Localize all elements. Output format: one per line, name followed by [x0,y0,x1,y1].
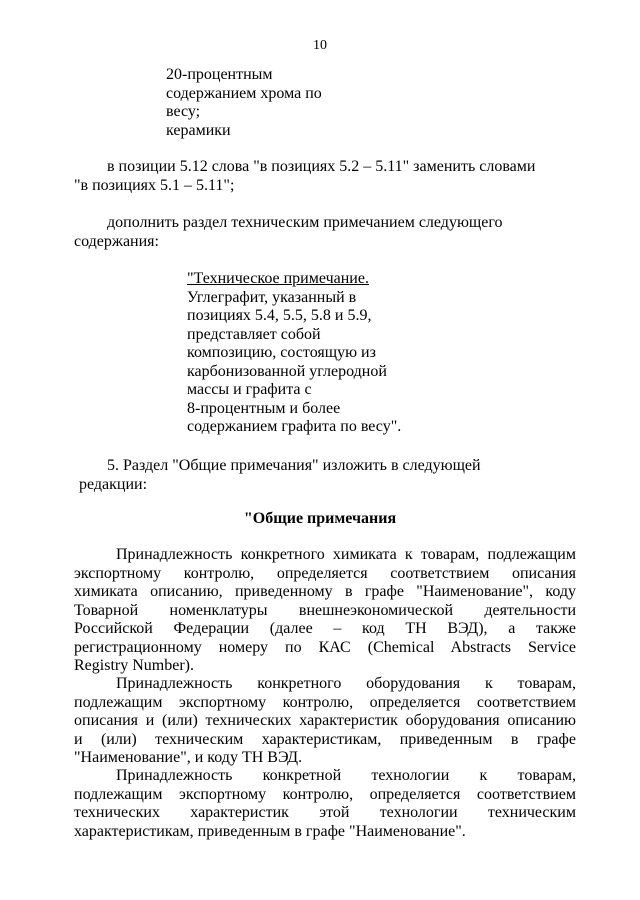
paragraph-chemicals [74,546,576,676]
section-5-paragraph [79,457,579,494]
text-line: Углеграфит, указанный в [187,288,357,306]
text-line: содержания: [74,232,159,250]
paragraph-equipment [74,675,576,768]
text-line: Принадлежность конкретной технологии к товарам, [116,767,576,784]
text-line: "Наименование", и коду ТН ВЭД. [74,749,303,766]
text-line: Принадлежность конкретного оборудования к товарам, [116,675,576,692]
text-line: Registry Number). [74,657,194,674]
text-line: подлежащим экспортному контролю, определяется соответствием [74,693,576,711]
text-line: 5. Раздел "Общие примечания" изложить в следующей [107,457,481,474]
item-5-12 [74,158,579,195]
text-line: Товарной номенклатуры внешнеэкономической деятельности [74,601,576,619]
supplement-paragraph [74,214,579,251]
text-line: химиката описанию, приведенному в графе "Наименование", коду [74,583,576,600]
text-line: композицию, состоящую из [187,344,376,361]
text-line: регистрационному номеру по КАС (Chemical Abstracts Service [74,638,576,656]
text-line: массы и графита с [187,381,312,398]
text-line: позициях 5.4, 5.5, 5.8 и 5.9, [187,307,372,324]
text-line: содержанием графита по весу". [187,418,402,435]
text-line: и (или) техническим характеристикам, приведенным в графе [74,730,576,748]
text-line: 20-процентным [166,66,273,83]
paragraph-technology [74,767,576,841]
technical-note-heading: "Техническое примечание. [187,270,369,287]
text-line: в позиции 5.12 слова "в позициях 5.2 – 5.11" заменить словами [107,158,536,175]
text-line: экспортному контролю, определяется соответствием описания [74,564,576,582]
text-line: характеристикам, приведенным в графе "Наименование". [74,822,466,840]
technical-note [187,270,401,437]
text-line: керамики [166,121,231,139]
text-line: технических характеристик этой технологии техническим [74,804,576,821]
text-line: дополнить раздел техническим примечанием следующего [107,214,503,231]
text-line: подлежащим экспортному контролю, определяется соответствием [74,785,576,803]
text-line: 8-процентным и более [187,399,341,417]
text-line: представляет собой [187,325,321,343]
text-line: "в позициях 5.1 – 5.11"; [74,176,235,194]
text-line: описания и (или) технических характеристик оборудования описанию [74,712,576,729]
text-line: весу; [166,103,201,120]
text-line: Российской Федерации (далее – код ТН ВЭД), а также [74,620,576,637]
text-line: карбонизованной углеродной [187,362,387,380]
text-line: Принадлежность конкретного химиката к товарам, подлежащим [116,546,576,563]
general-notes-title: "Общие примечания [243,510,397,527]
page-number: 10 [313,38,327,53]
text-line: содержанием хрома по [166,84,322,102]
text-line: редакции: [79,475,148,493]
list-continuation [166,66,322,140]
